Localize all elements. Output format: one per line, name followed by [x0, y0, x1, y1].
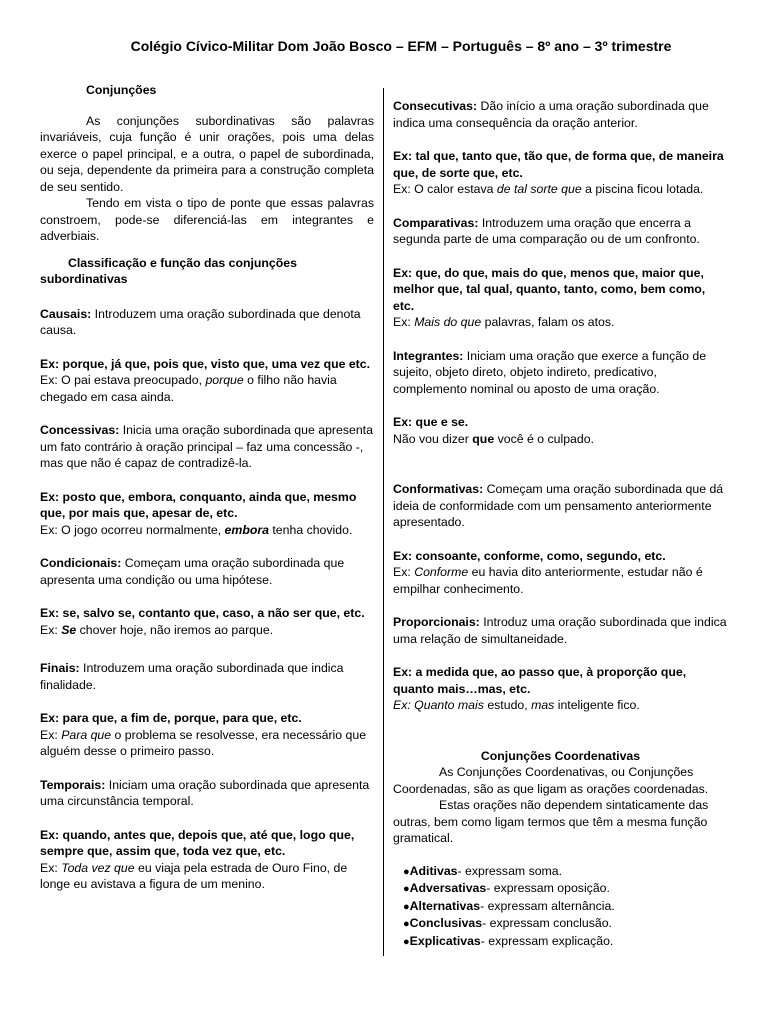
sample-emphasis: Se: [61, 622, 77, 637]
list-desc: - expressam conclusão.: [482, 916, 612, 930]
block-integrantes: [393, 348, 728, 398]
example-consecutivas: [393, 148, 728, 198]
sample-emphasis: Toda vez que: [61, 860, 135, 875]
examples: Ex: para que, a fim de, porque, para que, etc.: [40, 711, 302, 725]
term: Conformativas:: [393, 482, 484, 496]
example-comparativas: [393, 265, 728, 331]
left-column: [40, 82, 374, 910]
sample-text: Ex: O jogo ocorreu normalmente,: [40, 522, 225, 537]
sample-text: chover hoje, não iremos ao parque.: [76, 622, 274, 637]
section-title: Conjunções: [86, 83, 157, 97]
coord-paragraph-2: Estas orações não dependem sintaticamente das outras, bem como ligam termos que têm a mesma função gramatical.: [393, 798, 709, 845]
list-term: Aditivas: [409, 863, 458, 878]
sample-text: inteligente fico.: [554, 698, 640, 712]
sample-text: Ex: O calor estava: [393, 182, 497, 196]
block-concessivas: [40, 422, 374, 472]
sample-text: eu havia dito anteriormente, estudar não é empilhar conhecimento.: [393, 565, 703, 596]
column-divider: [383, 88, 384, 956]
desc: Introduzem uma oração que encerra a segunda parte de uma comparação ou de um confronto.: [393, 215, 700, 246]
list-term: Adversativas: [409, 881, 487, 895]
block-condicionais: [40, 555, 374, 588]
page-header: Colégio Cívico-Militar Dom João Bosco – EFM – Português – 8º ano – 3º trimestre: [130, 38, 672, 54]
desc: Começam uma oração subordinada que dá ideia de conformidade com um pensamento anteriormente apresentado.: [393, 482, 724, 529]
sample-emphasis: mas: [531, 698, 555, 712]
example-concessivas: [40, 489, 374, 539]
desc: Inicia uma oração subordinada que apresenta um fato contrário à oração principal – faz uma concessão -, mas que não é capaz de contradizê-la.: [40, 423, 373, 470]
examples: Ex: porque, já que, pois que, visto que, uma vez que etc.: [40, 356, 371, 371]
sample-text: o problema se resolvesse, era necessário que alguém desse o primeiro passo.: [40, 727, 367, 758]
term: Comparativas:: [393, 215, 479, 230]
sample-text: Ex:: [40, 727, 62, 742]
desc: Iniciam uma oração que exerce a função de sujeito, objeto direto, objeto indireto, predicativo, complemento nominal ou aposto de uma oração.: [393, 348, 707, 396]
sample-text: tenha chovido.: [268, 522, 353, 537]
term: Temporais:: [40, 777, 106, 792]
block-causais: [40, 306, 374, 339]
coord-list: [403, 863, 728, 951]
list-desc: - expressam oposição.: [486, 881, 610, 895]
sample-text: o filho não havia chegado em casa ainda.: [40, 373, 337, 404]
sample-emphasis: Ex: Quanto mais: [393, 698, 484, 712]
list-desc: - expressam alternância.: [480, 898, 615, 913]
list-item: [403, 933, 728, 951]
example-conformativas: [393, 548, 728, 598]
sample-text: Ex:: [40, 622, 62, 637]
intro-paragraph-2: Tendo em vista o tipo de ponte que essas palavras constroem, pode-se diferenciá-las em integrantes e adverbiais.: [40, 196, 374, 243]
term: Finais:: [40, 661, 80, 675]
desc: Introduz uma oração subordinada que indica uma relação de simultaneidade.: [393, 615, 727, 646]
desc: Começam uma oração subordinada que apresenta uma condição ou uma hipótese.: [40, 556, 345, 587]
example-integrantes: [393, 414, 728, 447]
sample-emphasis: de tal sorte que: [496, 182, 582, 196]
example-temporais: [40, 827, 374, 893]
bullet-icon: ●: [403, 918, 410, 930]
coord-title: Conjunções Coordenativas: [480, 748, 641, 763]
sample-text: Não vou dizer: [393, 431, 473, 446]
intro-paragraph: As conjunções subordinativas são palavras invariáveis, cuja função é unir orações, pois uma delas exerce o papel principal, e a outra, o papel de subordinada, ou seja, dependente da primeira para a construção completa de seu sentido.: [40, 113, 374, 194]
sample-emphasis: Mais do que: [414, 315, 482, 329]
sample-text: Ex:: [393, 315, 415, 329]
examples: Ex: posto que, embora, conquanto, ainda que, mesmo que, por mais que, apesar de, etc.: [40, 489, 357, 520]
list-desc: - expressam soma.: [457, 863, 563, 878]
list-term: Explicativas: [409, 933, 481, 948]
bullet-icon: ●: [403, 865, 410, 878]
examples: Ex: tal que, tanto que, tão que, de forma que, de maneira que, de sorte que, etc.: [393, 149, 724, 180]
bullet-icon: ●: [403, 883, 410, 895]
sample-text: Ex:: [393, 565, 415, 579]
block-finais: [40, 660, 374, 693]
sample-emphasis: porque: [205, 373, 244, 387]
sample-text: a piscina ficou lotada.: [581, 182, 704, 196]
bullet-icon: ●: [403, 935, 410, 948]
term: Proporcionais:: [393, 615, 480, 629]
sample-emphasis: Para que: [61, 727, 112, 742]
term: Consecutivas:: [393, 99, 478, 113]
sample-text: palavras, falam os atos.: [481, 315, 615, 329]
block-temporais: [40, 777, 374, 810]
term: Concessivas:: [40, 423, 120, 437]
block-comparativas: [393, 215, 728, 248]
list-desc: - expressam explicação.: [480, 933, 614, 948]
term: Integrantes:: [393, 348, 464, 363]
example-proporcionais: [393, 664, 728, 714]
list-item: [403, 863, 728, 881]
list-item: [403, 915, 728, 933]
list-item: [403, 898, 728, 916]
sample-emphasis: Conforme: [414, 565, 469, 579]
sample-text: estudo,: [483, 698, 532, 712]
examples: Ex: se, salvo se, contanto que, caso, a não ser que, etc.: [40, 606, 365, 620]
example-causais: [40, 356, 374, 406]
coord-paragraph: As Conjunções Coordenativas, ou Conjunções Coordenadas, são as que ligam as orações coordenadas.: [393, 765, 709, 796]
desc: Iniciam uma oração subordinada que apresenta uma circunstância temporal.: [40, 777, 370, 808]
term: Condicionais:: [40, 556, 122, 570]
term: Causais:: [40, 306, 92, 321]
example-condicionais: [40, 605, 374, 638]
sample-emphasis: que: [472, 431, 495, 446]
block-conformativas: [393, 481, 728, 531]
block-consecutivas: [393, 98, 728, 131]
examples: Ex: quando, antes que, depois que, até que, logo que, sempre que, assim que, toda vez que, etc.: [40, 827, 355, 858]
classification-title: Classificação e função das conjunções subordinativas: [40, 255, 297, 286]
desc: Introduzem uma oração subordinada que denota causa.: [40, 306, 361, 337]
desc: Introduzem uma oração subordinada que indica finalidade.: [40, 661, 344, 692]
examples: Ex: a medida que, ao passo que, à proporção que, quanto mais…mas, etc.: [393, 665, 687, 696]
list-term: Alternativas: [409, 898, 481, 913]
right-column: [393, 98, 728, 950]
example-finais: [40, 710, 374, 760]
bullet-icon: ●: [403, 900, 410, 913]
list-term: Conclusivas: [409, 916, 483, 930]
sample-text: Ex:: [40, 860, 62, 875]
block-proporcionais: [393, 614, 728, 647]
list-item: [403, 880, 728, 898]
sample-text: Ex: O pai estava preocupado,: [40, 373, 206, 387]
examples: Ex: consoante, conforme, como, segundo, etc.: [393, 548, 666, 563]
sample-emphasis: embora: [224, 522, 269, 537]
examples: Ex: que e se.: [393, 415, 469, 429]
sample-text: você é o culpado.: [494, 431, 594, 446]
desc: Dão início a uma oração subordinada que indica uma consequência da oração anterior.: [393, 99, 709, 130]
sample-text: eu viaja pela estrada de Ouro Fino, de longe eu avistava a figura de um menino.: [40, 860, 348, 891]
examples: Ex: que, do que, mais do que, menos que, maior que, melhor que, tal qual, quanto, tanto, como, bem como, etc.: [393, 265, 706, 313]
